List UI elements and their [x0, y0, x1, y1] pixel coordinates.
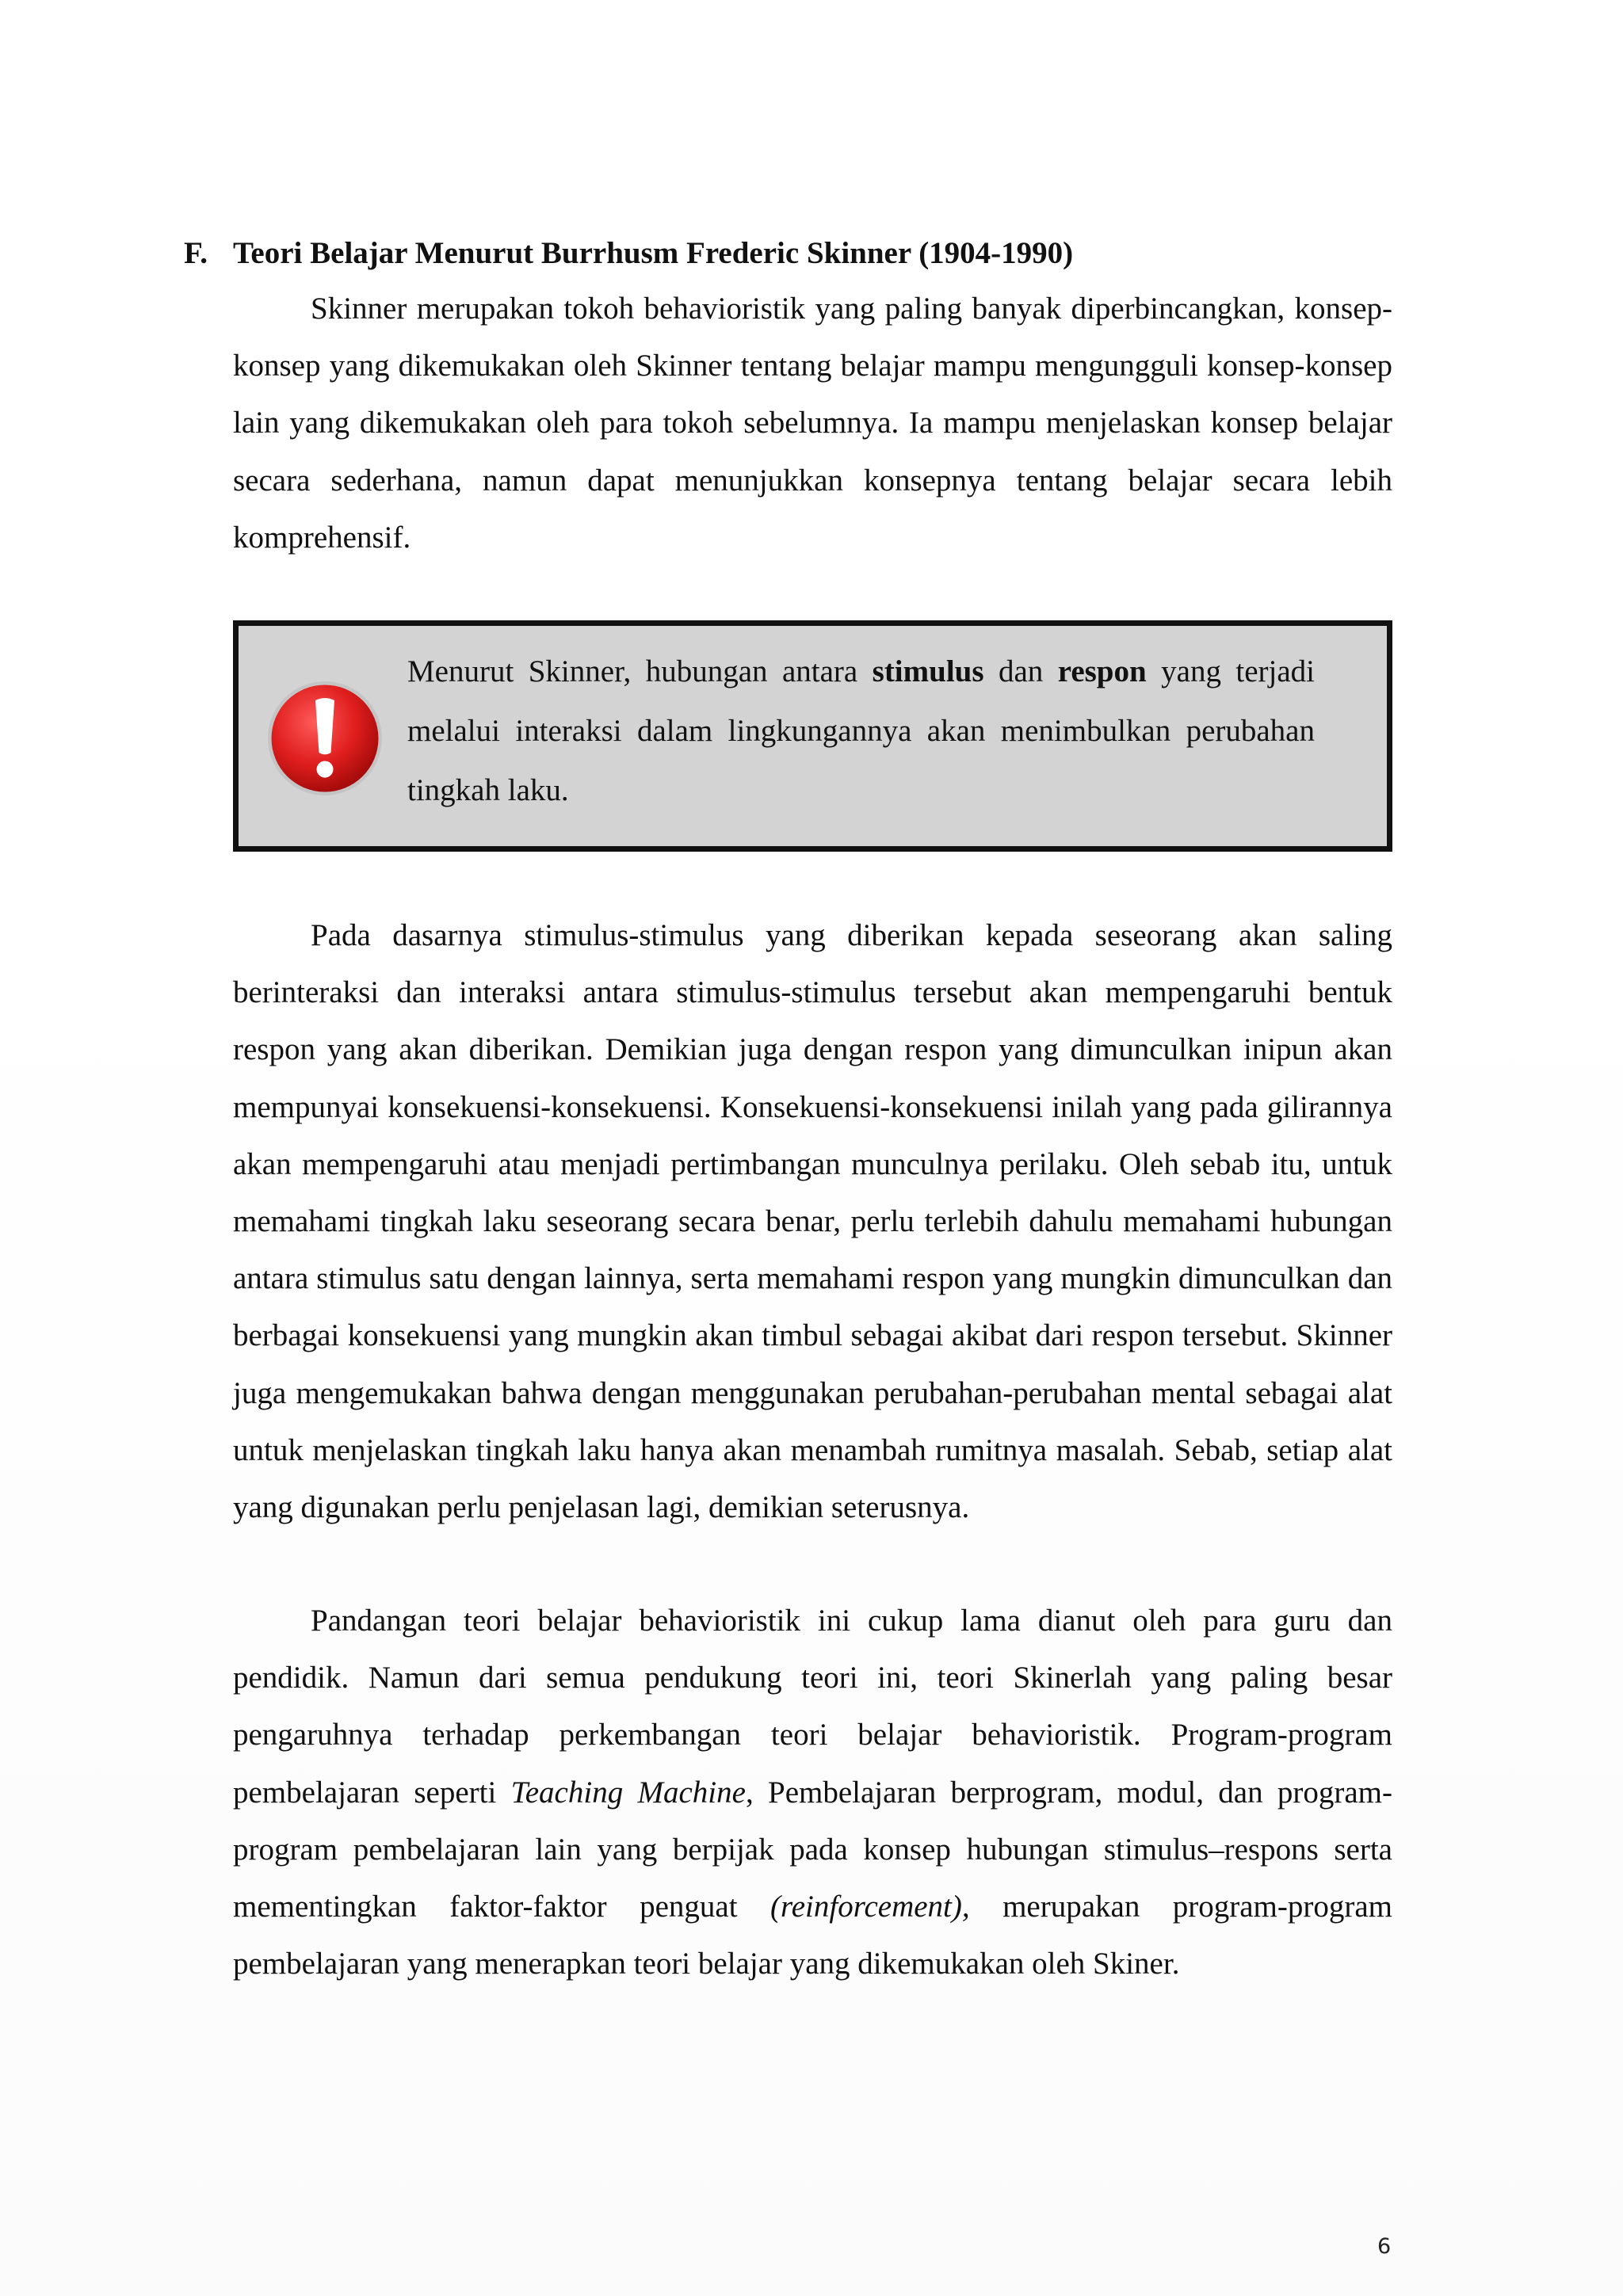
paragraph-body-text: Pada dasarnya stimulus-stimulus yang diberikan kepada seseorang akan saling berinteraksi dan interaksi antara stimulus-stimulus tersebut akan mempengaruhi bentuk respon yang akan diberikan. Demikian juga dengan respon yang dimunculkan inipun akan mempunyai konsekuensi-konsekuensi. Konsekuensi-konsekuensi inilah yang pada gilirannya akan mempengaruhi atau menjadi pertimbangan munculnya perilaku. Oleh sebab itu, untuk memahami tingkah laku seseorang secara benar, perlu terlebih dahulu memahami hubungan antara stimulus satu dengan lainnya, serta memahami respon yang mungkin dimunculkan dan berbagai konsekuensi yang mungkin akan timbul sebagai akibat dari respon tersebut. Skinner juga mengemukakan bahwa dengan menggunakan perubahan-perubahan mental sebagai alat untuk menjelaskan tingkah laku hanya akan menambah rumitnya masalah. Sebab, setiap alat yang digunakan perlu penjelasan lagi, demikian seterusnya. [233, 918, 1392, 1525]
callout-text-part: Menurut Skinner, hubungan antara [407, 654, 873, 688]
section-heading [184, 231, 1396, 276]
callout-bold-respon: respon [1057, 654, 1147, 688]
paragraph-closing-text: , Pembelajaran berprogram, modul, dan program-program pembelajaran lain yang berpijak pada konsep hubungan stimulus–respons serta mementingkan faktor-faktor penguat [233, 1775, 1392, 1924]
page-number: 6 [1377, 2234, 1392, 2259]
paragraph-body [233, 907, 1392, 1536]
italic-term-reinforcement: (reinforcement), [770, 1890, 970, 1924]
callout-text [407, 642, 1315, 820]
section-letter: F. [184, 236, 208, 270]
section-title: Teori Belajar Menurut Burrhusm Frederic Skinner (1904-1990) [233, 236, 1074, 270]
paragraph-closing [233, 1592, 1392, 1993]
paragraph-intro-text: Skinner merupakan tokoh behavioristik yang paling banyak diperbincangkan, konsep-konsep yang dikemukakan oleh Skinner tentang belajar mampu mengungguli konsep-konsep lain yang dikemukakan oleh para tokoh sebelumnya. Ia mampu menjelaskan konsep belajar secara sederhana, namun dapat menunjukkan konsepnya tentang belajar secara lebih komprehensif. [233, 292, 1392, 555]
paragraph-closing-text: merupakan program-program pembelajaran yang menerapkan teori belajar yang dikemukakan oleh Skiner. [233, 1890, 1392, 1981]
callout-text-part: dan [983, 654, 1058, 688]
exclamation-warning-icon [265, 679, 384, 798]
paragraph-intro [233, 280, 1392, 566]
callout-bold-stimulus: stimulus [872, 654, 984, 688]
paragraph-closing-text: Pandangan teori belajar behavioristik ini cukup lama dianut oleh para guru dan pendidik. Namun dari semua pendukung teori ini, teori Skinerlah yang paling besar pengaruhnya terhadap perkembangan teori belajar behavioristik. Program-program pembelajaran seperti [233, 1604, 1392, 1810]
callout-box [233, 620, 1392, 852]
italic-term-teaching-machine: Teaching Machine [510, 1775, 746, 1810]
callout-text-part: yang terjadi melalui interaksi dalam lingkungannya akan menimbulkan perubahan tingkah laku. [407, 654, 1315, 807]
